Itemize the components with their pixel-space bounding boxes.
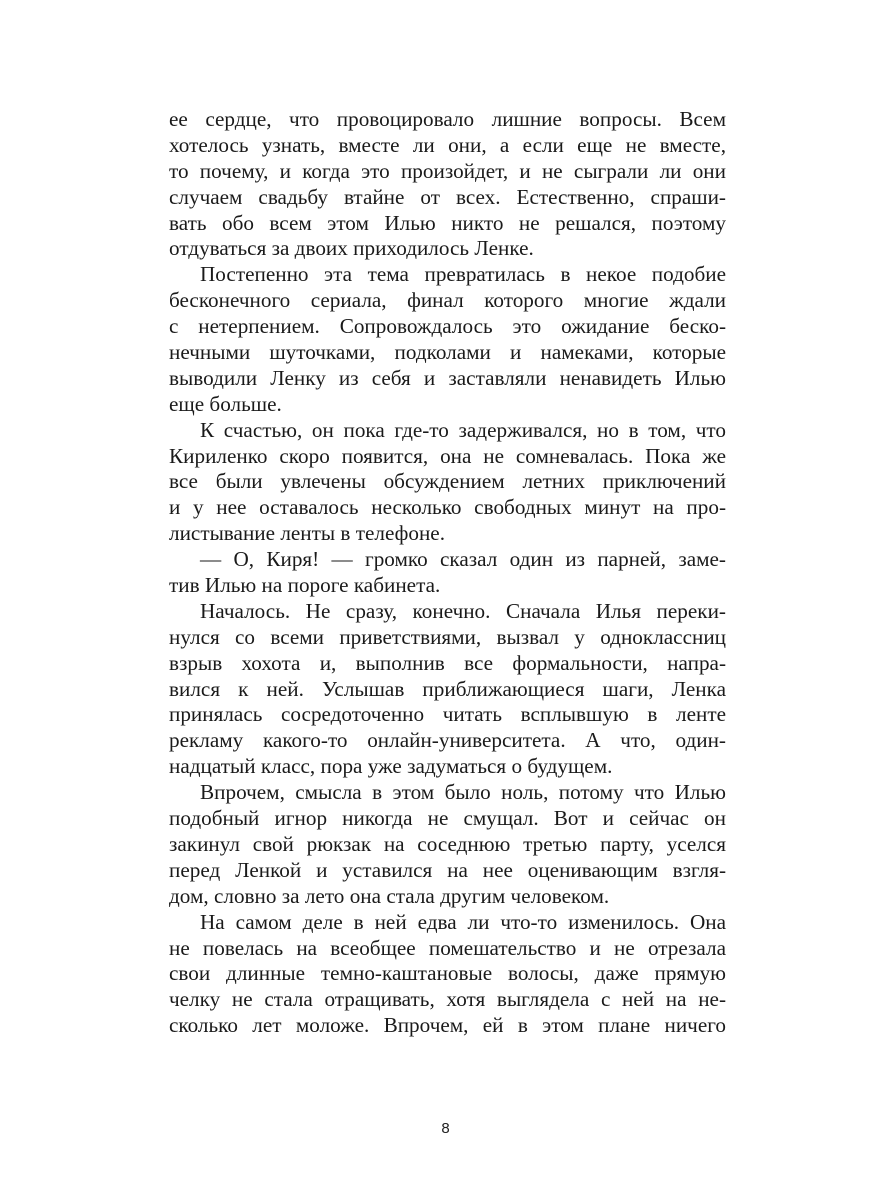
text-line: Началось. Не сразу, конечно. Сначала Илья переки-: [200, 598, 726, 623]
text-line: свои длинные темно-каштановые волосы, даже прямую: [169, 961, 726, 986]
text-line: нечными шуточками, подколами и намеками, которые: [169, 340, 726, 365]
text-line: челку не стала отращивать, хотя выглядела с ней на не-: [169, 987, 726, 1012]
text-line: бесконечного сериала, финал которого многие ждали: [169, 288, 726, 313]
text-line: К счастью, он пока где-то задерживался, но в том, что: [200, 417, 726, 442]
text-line: хотелось узнать, вместе ли они, а если еще не вместе,: [169, 132, 726, 157]
text-line: На самом деле в ней едва ли что-то изменилось. Она: [200, 909, 726, 934]
text-line: Впрочем, смысла в этом было ноль, потому что Илью: [200, 780, 726, 805]
dialogue-paragraph: [169, 547, 726, 599]
text-line: рекламу какого-то онлайн-университета. А что, один-: [169, 728, 726, 753]
text-line: нулся со всеми приветствиями, вызвал у одноклассниц: [169, 624, 726, 649]
text-line: сколько лет моложе. Впрочем, ей в этом плане ничего: [169, 1013, 726, 1038]
paragraph: [169, 910, 726, 1039]
text-line: еще больше.: [169, 391, 282, 416]
text-line: дом, словно за лето она стала другим человеком.: [169, 883, 610, 908]
text-line: листывание ленты в телефоне.: [169, 521, 445, 546]
text-line: тив Илью на пороге кабинета.: [169, 573, 441, 598]
paragraph: [169, 262, 726, 417]
text-line: вился к ней. Услышав приближающиеся шаги, Ленка: [169, 676, 726, 701]
paragraph: [169, 780, 726, 909]
paragraph: [169, 418, 726, 547]
text-line: то почему, и когда это произойдет, и не сыграли ли они: [169, 158, 726, 183]
page-number: 8: [441, 1120, 450, 1137]
text-line: закинул свой рюкзак на соседнюю третью парту, уселся: [169, 831, 726, 856]
text-line: принялась сосредоточенно читать всплывшую в ленте: [169, 702, 726, 727]
text-line: подобный игнор никогда не смущал. Вот и сейчас он: [169, 806, 726, 831]
text-line: — О, Киря! — громко сказал один из парней, заме-: [200, 547, 726, 572]
text-line: надцатый класс, пора уже задуматься о будущем.: [169, 754, 613, 779]
text-line: взрыв хохота и, выполнив все формальности, напра-: [169, 650, 726, 675]
text-line: Кириленко скоро появится, она не сомневалась. Пока же: [169, 443, 726, 468]
body-text: [169, 107, 726, 1039]
text-line: перед Ленкой и уставился на нее оценивающим взгля-: [169, 857, 726, 882]
text-line: не повелась на всеобщее помешательство и не отрезала: [169, 935, 726, 960]
text-line: все были увлечены обсуждением летних приключений: [169, 469, 726, 494]
paragraph: [169, 107, 726, 262]
text-line: ее сердце, что провоцировало лишние вопросы. Всем: [169, 107, 726, 131]
paragraph: [169, 599, 726, 780]
text-line: Постепенно эта тема превратилась в некое подобие: [200, 262, 726, 287]
text-line: вать обо всем этом Илью никто не решался, поэтому: [169, 210, 726, 235]
text-line: отдуваться за двоих приходилось Ленке.: [169, 236, 534, 261]
text-line: с нетерпением. Сопровождалось это ожидание беско-: [169, 314, 726, 339]
text-line: выводили Ленку из себя и заставляли ненавидеть Илью: [169, 365, 726, 390]
text-line: случаем свадьбу втайне от всех. Естественно, спраши-: [169, 184, 726, 209]
text-line: и у нее оставалось несколько свободных минут на про-: [169, 495, 726, 520]
